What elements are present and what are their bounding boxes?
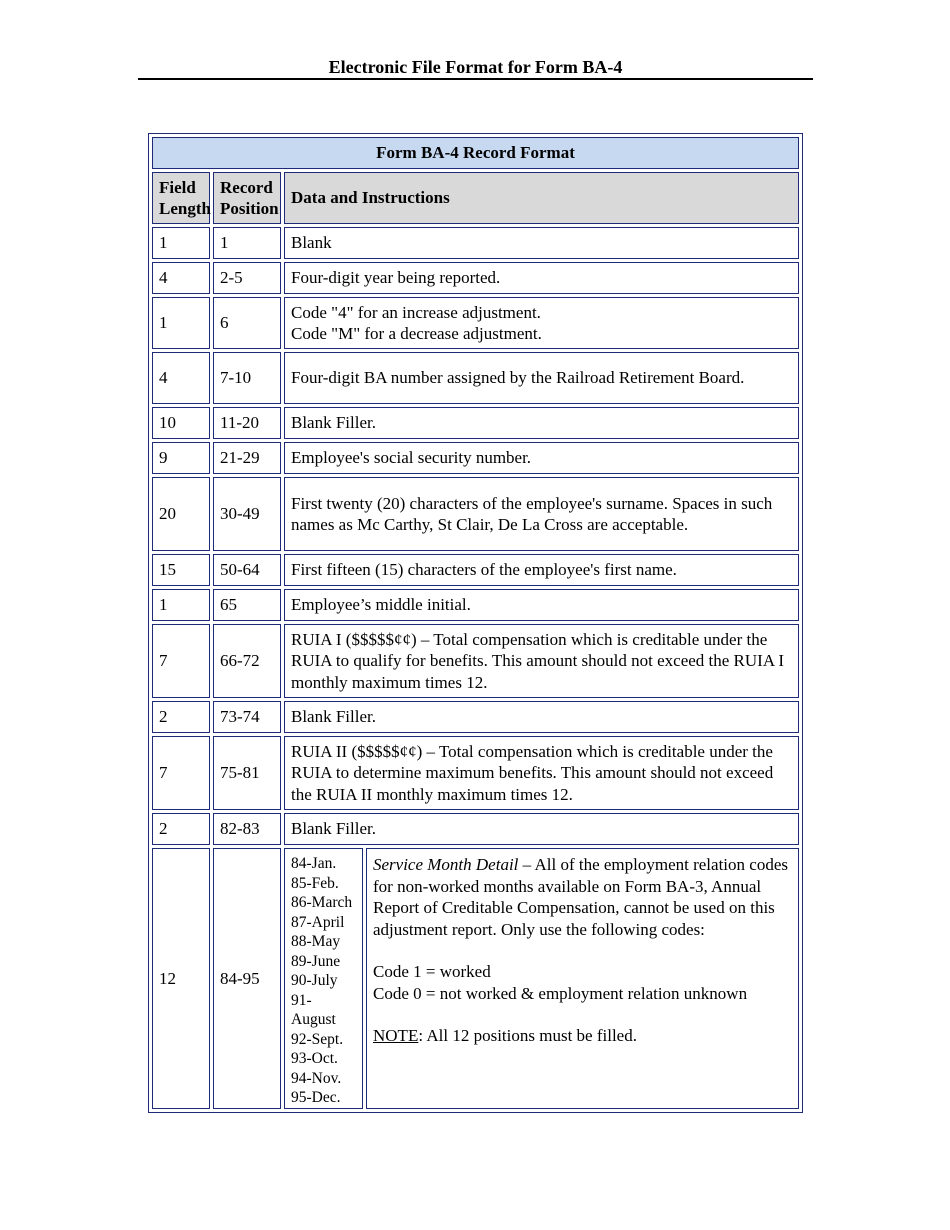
instructions-cell: Blank Filler. [284,407,799,439]
record-position-cell: 21-29 [213,442,281,474]
table-row-service-months [152,848,799,1109]
field-length-cell: 2 [152,813,210,845]
table-row [152,589,799,621]
table-row [152,736,799,810]
field-length-cell: 9 [152,442,210,474]
table-row [152,352,799,404]
month-item: 94-Nov. [291,1069,342,1087]
note-text: : All 12 positions must be filled. [418,1026,637,1045]
service-month-title: Service Month Detail [373,855,519,874]
table-row [152,297,799,349]
record-position-cell: 11-20 [213,407,281,439]
table-row [152,813,799,845]
table-row [152,554,799,586]
field-length-cell: 1 [152,227,210,259]
month-item: 92-Sept. [291,1030,344,1048]
record-position-cell: 65 [213,589,281,621]
field-length-cell: 4 [152,262,210,294]
header-rule [138,78,813,80]
code-1-line: Code 1 = worked [373,962,491,981]
record-position-cell: 75-81 [213,736,281,810]
instructions-cell: Blank Filler. [284,813,799,845]
record-position-cell: 1 [213,227,281,259]
instructions-cell: Four-digit year being reported. [284,262,799,294]
table-row [152,701,799,733]
month-item: 87-April [291,913,345,931]
record-position-cell: 6 [213,297,281,349]
service-month-intro: – All of the employment relation codes for non-worked months available on Form BA-3, Annual Report of Creditable Compensation, cannot be used on this adjustment report. Only use the following codes: [373,855,788,939]
month-item: 88-May [291,933,341,950]
record-position-cell: 50-64 [213,554,281,586]
column-header-field-length: Field Length [152,172,210,224]
table-row [152,262,799,294]
field-length-cell: 1 [152,297,210,349]
instruction-line: Code "4" for an increase adjustment. [291,302,541,322]
table-row [152,407,799,439]
record-position-cell: 82-83 [213,813,281,845]
field-length-cell: 1 [152,589,210,621]
record-position-cell: 2-5 [213,262,281,294]
instructions-cell: Blank [284,227,799,259]
instructions-cell: RUIA I ($$$$$¢¢) – Total compensation which is creditable under the RUIA to qualify for benefits. This amount should not exceed the RUIA I monthly maximum times 12. [284,624,799,698]
code-0-line: Code 0 = not worked & employment relation unknown [373,983,748,1003]
record-position-cell: 66-72 [213,624,281,698]
instructions-cell: First fifteen (15) characters of the employee's first name. [284,554,799,586]
field-length-cell: 15 [152,554,210,586]
instructions-cell: Employee's social security number. [284,442,799,474]
column-header-record-position: Record Position [213,172,281,224]
instructions-cell: Employee’s middle initial. [284,589,799,621]
field-length-cell: 12 [152,848,210,1109]
field-length-cell: 10 [152,407,210,439]
field-length-cell: 20 [152,477,210,551]
instruction-line: Code "M" for a decrease adjustment. [291,324,542,343]
service-months-list [284,848,363,1109]
service-month-instructions [366,848,799,1109]
month-item: 91-August [291,991,336,1028]
month-item: 84-Jan. [291,855,337,872]
month-item: 85-Feb. [291,874,339,892]
record-position-cell: 84-95 [213,848,281,1109]
instructions-cell: First twenty (20) characters of the employee's surname. Spaces in such names as Mc Carthy, St Clair, De La Cross are acceptable. [284,477,799,551]
month-item: 89-June [291,952,341,970]
table-row [152,227,799,259]
month-item: 86-March [291,894,353,911]
column-header-data: Data and Instructions [284,172,799,224]
month-item: 95-Dec. [291,1089,341,1106]
instructions-cell: Four-digit BA number assigned by the Railroad Retirement Board. [284,352,799,404]
field-length-cell: 4 [152,352,210,404]
instructions-cell: Blank Filler. [284,701,799,733]
page-title: Electronic File Format for Form BA-4 [328,57,623,77]
month-item: 93-Oct. [291,1050,338,1067]
table-row [152,442,799,474]
month-item: 90-July [291,972,338,989]
table-row [152,624,799,698]
instructions-cell: RUIA II ($$$$$¢¢) – Total compensation which is creditable under the RUIA to determine maximum benefits. This amount should not exceed the RUIA II monthly maximum times 12. [284,736,799,810]
table-title: Form BA-4 Record Format [152,137,799,169]
record-format-table [148,133,803,1113]
record-position-cell: 73-74 [213,701,281,733]
field-length-cell: 7 [152,624,210,698]
field-length-cell: 2 [152,701,210,733]
record-position-cell: 30-49 [213,477,281,551]
field-length-cell: 7 [152,736,210,810]
note-label: NOTE [373,1026,419,1045]
instructions-cell [284,297,799,349]
record-position-cell: 7-10 [213,352,281,404]
note-line [373,1025,792,1047]
table-row [152,477,799,551]
